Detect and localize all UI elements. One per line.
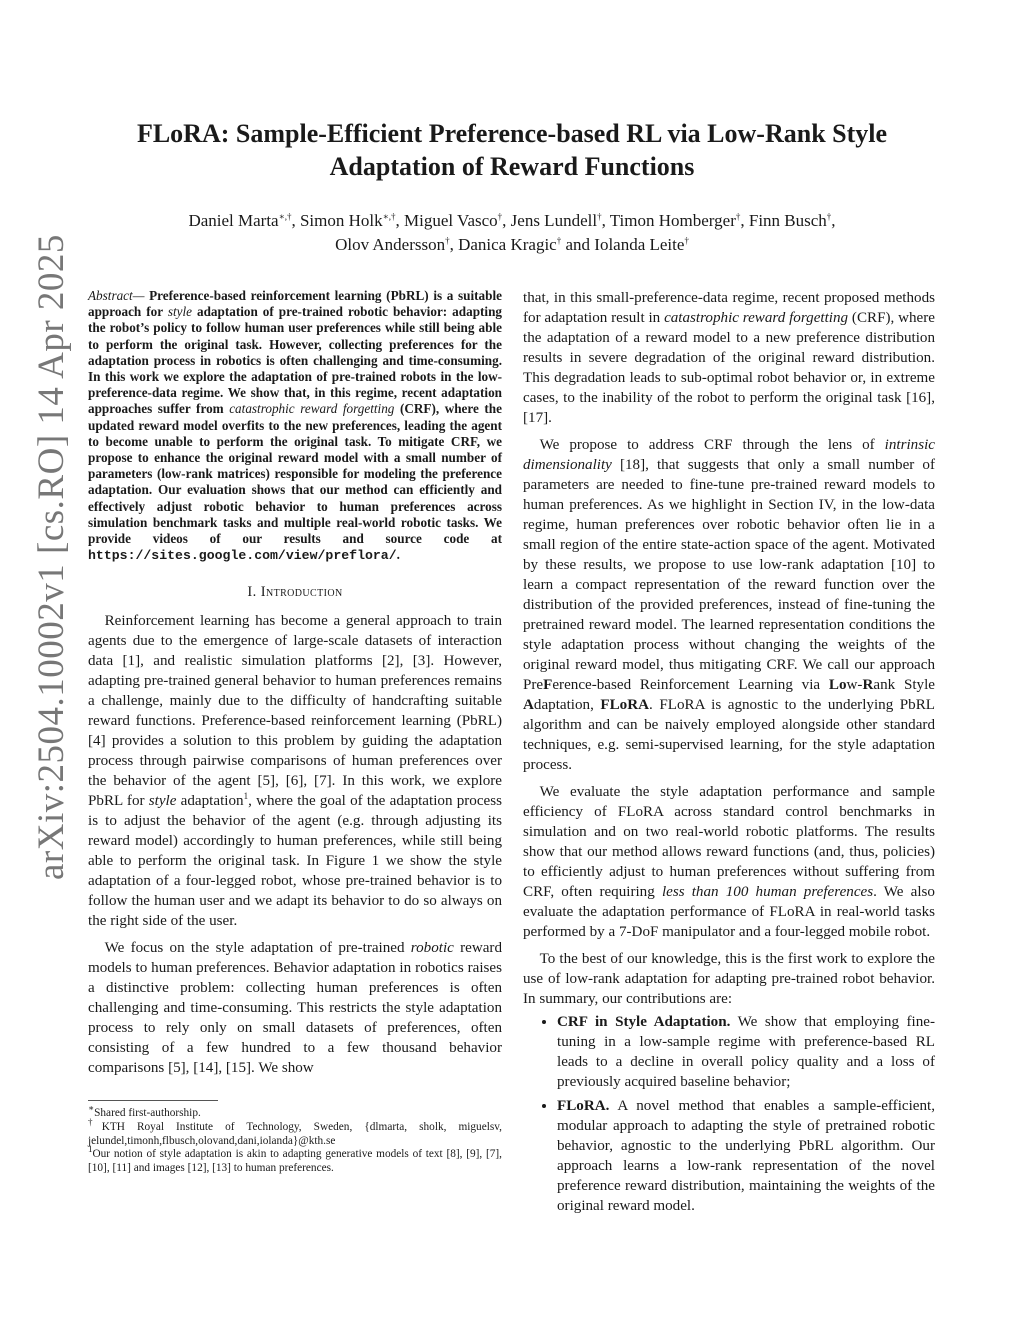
list-item: • FLoRA. A novel method that enables a sample-efficient, modular approach to adapting the style of pretrained robotic behavior, agnostic to the underlying PbRL algorithm. Our approach learns a low-rank representation of the novel preference reward distribution, maintaining the weights of the original reward model. <box>557 1096 935 1216</box>
author-conjunction: and <box>565 235 591 254</box>
body-paragraph: To the best of our knowledge, this is the first work to explore the use of low-rank adaptation for adapting pre-trained robot behavior. In summary, our contributions are: <box>523 951 935 1007</box>
body-paragraph: that, in this small-preference-data regime, recent proposed methods for adaptation result in catastrophic reward forgetting (CRF), where the adaptation of a reward model to a new preference distribution results in severe degradation of the original reward distribution. This degradation leads to sub-optimal robot behavior or, in extreme cases, to the inability of the robot to perform the original task [16], [17]. <box>523 290 935 426</box>
left-column <box>88 288 502 1175</box>
body-paragraph: We propose to address CRF through the lens of intrinsic dimensionality [18], that suggests that only a small number of parameters are needed to fine-tune pre-trained reward models to human preferences. As we highlight in Section IV, in the low-data regime, human preferences over robotic behavior often lie in a small region of the entire state-action space of the agent. Motivated by these results, we propose to use low-rank adaptation [10] to learn a compact representation of the reward function over the distribution of the provided preferences, instead of fine-tuning the pretrained reward model. The learned representation conditions the style adaptation process without changing the weights of the original reward model, thus mitigating CRF. We call our approach PreFerence-based Reinforcement Learning via Low-Rank Style Adaptation, FLoRA. FLoRA is agnostic to the underlying PbRL algorithm and can be naively employed alongside other standard techniques, e.g. semi-supervised learning, for the style adaptation process. <box>523 437 936 773</box>
arxiv-identifier: arXiv:2504.10002v1 [cs.RO] 14 Apr 2025 <box>31 234 72 880</box>
footnote: ∗Shared first-authorship. <box>88 1103 201 1120</box>
author: Timon Homberger†, <box>609 211 749 230</box>
author: Finn Busch†, <box>748 211 836 230</box>
paper-title: FLoRA: Sample-Efficient Preference-based RL via Low-Rank Style Adaptation of Reward Functions <box>136 119 888 181</box>
intro-paragraph: Reinforcement learning has become a general approach to train agents due to the emergence of large-scale datasets of interaction data [1], and realistic simulation platforms [2], [3]. However, adapting pre-trained general behavior to human preferences remains a challenge, mainly due to the difficulty of handcrafting suitable reward functions. Preference-based reinforcement learning (PbRL) [4] provides a solution to this problem by guiding the adaptation process through pairwise comparisons of human preferences over the behavior of the agent [5], [6], [7]. In this work, we explore PbRL for style adaptation$^1$, where the goal of the adaptation process is to adjust the behavior of the agent (e.g. through adjusting its reward model) accordingly to human preferences, while still being able to perform the original task. In Figure 1 we show the style adaptation of a four-legged robot, whose pre-trained behavior is to follow the human user and we adapt its behavior to do so always on the right side of the user. <box>88 613 502 930</box>
intro-paragraph: We focus on the style adaptation of pre-trained robotic reward models to human preferences. Behavior adaptation in robotics raises a distinctive problem: collecting human preferences is often challenging and time-consuming. This restricts the style adaptation process to rely only on small datasets of preferences, often consisting of a few hundred to a few thousand behavior comparisons [5], [14], [15]. We show <box>88 940 502 1077</box>
contribution-list <box>523 1012 935 1216</box>
list-item: • CRF in Style Adaptation. We show that employing fine-tuning in a low-sample regime with preference-based RL leads to a decline in overall policy quality and a loss of previously acquired baseline behavior; <box>557 1012 935 1092</box>
section-heading: I. Introduction <box>247 584 343 601</box>
author: Miguel Vasco†, <box>404 211 511 230</box>
body-paragraph: We evaluate the style adaptation performance and sample efficiency of FLoRA across standard control benchmarks in simulation and on two real-world robotic platforms. The results show that our method allows reward functions (and, thus, policies) to efficiently adjust to human preferences without suffering from CRF, often requiring less than 100 human preferences. We also evaluate the adaptation performance of FLoRA in real-world tasks performed by a 7-DoF manipulator and a four-legged mobile robot. <box>523 784 935 940</box>
footnote: $^1$Our notion of style adaptation is akin to adapting generative models of text [8], [9], [7], [10], [11] and images [12], [13] to human preferences. <box>88 1144 502 1174</box>
author: Simon Holk∗,†, <box>299 211 404 230</box>
author: Daniel Marta∗,†, <box>188 211 300 230</box>
footnote-ref[interactable]: 1 <box>243 791 249 802</box>
author: Iolanda Leite† <box>594 235 689 254</box>
right-column <box>523 288 935 1220</box>
author: Olov Andersson†, <box>335 235 459 254</box>
source-code-link[interactable]: https://sites.google.com/view/preflora/ <box>88 548 397 564</box>
footnote-divider <box>88 1100 218 1101</box>
author: Jens Lundell†, <box>510 211 610 230</box>
abstract: Abstract— Preference-based reinforcement learning (PbRL) is a suitable approach for style adaptation of pre-trained robotic behavior: adapting the robot’s policy to follow human user preferences while still being able to perform the original task. However, collecting preferences for the adaptation process in robotics is often challenging and time-consuming. In this work we explore the adaptation of pre-trained robots in the low-preference-data regime. We show that, in this regime, recent adaptation approaches suffer from catastrophic reward forgetting (CRF), where the updated reward model overfits to the new preferences, leading the agent to become unable to perform the original task. To mitigate CRF, we propose to enhance the original reward model with a small number of parameters (low-rank matrices) responsible for modeling the preference adaptation. Our evaluation shows that our method can efficiently and effectively adjust robotic behavior to human preferences across simulation benchmark tasks and multiple real-world robotic tasks. We provide videos of our results and source code at https://sites.google.com/view/preflora/. <box>88 288 503 564</box>
author-list <box>110 209 914 257</box>
footnote: †KTH Royal Institute of Technology, Sweden, {dlmarta, sholk, miguelsv, jelundel,timonh,flbusch,olovand,dani,iolanda}@kth.se <box>88 1117 502 1147</box>
author: Danica Kragic† <box>458 235 562 254</box>
